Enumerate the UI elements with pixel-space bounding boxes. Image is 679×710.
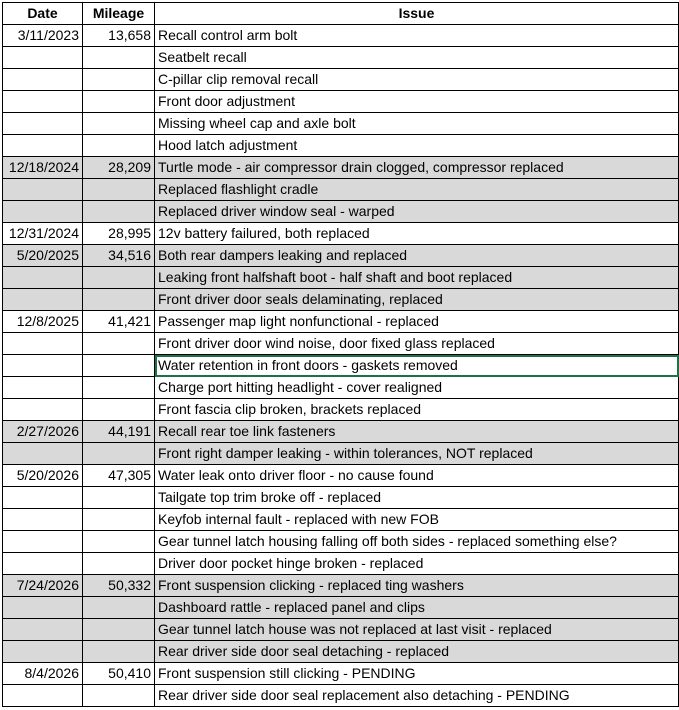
date-cell[interactable] [3, 531, 83, 553]
table-row [3, 245, 679, 267]
service-log-table [2, 2, 679, 707]
issue-cell[interactable]: Leaking front halfshaft boot - half shaft and boot replaced [155, 267, 679, 289]
date-cell[interactable] [3, 201, 83, 223]
date-cell[interactable] [3, 135, 83, 157]
mileage-cell[interactable]: 50,332 [83, 575, 155, 597]
mileage-cell[interactable] [83, 377, 155, 399]
issue-cell[interactable]: Gear tunnel latch housing falling off both sides - replaced something else? [155, 531, 679, 553]
issue-cell[interactable]: Recall rear toe link fasteners [155, 421, 679, 443]
table-row [3, 531, 679, 553]
date-cell[interactable] [3, 619, 83, 641]
issue-cell[interactable]: Front fascia clip broken, brackets replaced [155, 399, 679, 421]
mileage-cell[interactable] [83, 135, 155, 157]
service-log-sheet [2, 2, 679, 707]
date-cell[interactable] [3, 355, 83, 377]
date-cell[interactable] [3, 641, 83, 663]
issue-cell[interactable]: Front right damper leaking - within tolerances, NOT replaced [155, 443, 679, 465]
issue-cell[interactable]: Passenger map light nonfunctional - replaced [155, 311, 679, 333]
table-row [3, 157, 679, 179]
table-row [3, 201, 679, 223]
issue-cell[interactable]: Seatbelt recall [155, 47, 679, 69]
mileage-cell[interactable] [83, 69, 155, 91]
mileage-cell[interactable] [83, 487, 155, 509]
table-row [3, 355, 679, 377]
table-row [3, 421, 679, 443]
mileage-cell[interactable]: 28,995 [83, 223, 155, 245]
table-row [3, 333, 679, 355]
header-date[interactable]: Date [3, 3, 83, 25]
mileage-cell[interactable] [83, 509, 155, 531]
issue-cell[interactable]: Driver door pocket hinge broken - replaced [155, 553, 679, 575]
date-cell[interactable]: 12/8/2025 [3, 311, 83, 333]
date-cell[interactable] [3, 553, 83, 575]
issue-cell[interactable]: Gear tunnel latch house was not replaced at last visit - replaced [155, 619, 679, 641]
date-cell[interactable]: 8/4/2026 [3, 663, 83, 685]
table-row [3, 663, 679, 685]
issue-cell[interactable]: Replaced flashlight cradle [155, 179, 679, 201]
table-row [3, 443, 679, 465]
table-row [3, 267, 679, 289]
issue-cell[interactable]: Charge port hitting headlight - cover realigned [155, 377, 679, 399]
date-cell[interactable] [3, 47, 83, 69]
issue-cell[interactable]: Rear driver side door seal replacement also detaching - PENDING [155, 685, 679, 707]
table-row [3, 91, 679, 113]
table-row [3, 553, 679, 575]
table-row [3, 399, 679, 421]
mileage-cell[interactable]: 47,305 [83, 465, 155, 487]
date-cell[interactable] [3, 69, 83, 91]
date-cell[interactable] [3, 333, 83, 355]
mileage-cell[interactable] [83, 289, 155, 311]
issue-cell[interactable]: Tailgate top trim broke off - replaced [155, 487, 679, 509]
table-row [3, 311, 679, 333]
table-row [3, 179, 679, 201]
issue-cell[interactable]: 12v battery failured, both replaced [155, 223, 679, 245]
table-row [3, 575, 679, 597]
table-row [3, 113, 679, 135]
date-cell[interactable] [3, 377, 83, 399]
date-cell[interactable]: 7/24/2026 [3, 575, 83, 597]
table-row [3, 69, 679, 91]
mileage-cell[interactable] [83, 553, 155, 575]
issue-cell[interactable]: Both rear dampers leaking and replaced [155, 245, 679, 267]
header-mileage[interactable]: Mileage [83, 3, 155, 25]
issue-cell[interactable]: Front suspension still clicking - PENDING [155, 663, 679, 685]
issue-cell[interactable]: Hood latch adjustment [155, 135, 679, 157]
table-row [3, 509, 679, 531]
table-row [3, 641, 679, 663]
mileage-cell[interactable] [83, 399, 155, 421]
date-cell[interactable] [3, 597, 83, 619]
mileage-cell[interactable]: 28,209 [83, 157, 155, 179]
header-issue[interactable]: Issue [155, 3, 679, 25]
mileage-cell[interactable] [83, 355, 155, 377]
issue-cell[interactable]: Rear driver side door seal detaching - replaced [155, 641, 679, 663]
mileage-cell[interactable] [83, 531, 155, 553]
table-body [3, 25, 679, 707]
mileage-cell[interactable] [83, 641, 155, 663]
mileage-cell[interactable] [83, 333, 155, 355]
issue-cell[interactable]: C-pillar clip removal recall [155, 69, 679, 91]
date-cell[interactable] [3, 91, 83, 113]
mileage-cell[interactable] [83, 201, 155, 223]
mileage-cell[interactable]: 34,516 [83, 245, 155, 267]
date-cell[interactable]: 12/31/2024 [3, 223, 83, 245]
table-row [3, 289, 679, 311]
mileage-cell[interactable] [83, 179, 155, 201]
date-cell[interactable] [3, 509, 83, 531]
table-row [3, 619, 679, 641]
mileage-cell[interactable] [83, 597, 155, 619]
date-cell[interactable]: 12/18/2024 [3, 157, 83, 179]
table-row [3, 597, 679, 619]
table-row [3, 487, 679, 509]
mileage-cell[interactable] [83, 91, 155, 113]
issue-cell[interactable]: Keyfob internal fault - replaced with new FOB [155, 509, 679, 531]
table-row [3, 223, 679, 245]
mileage-cell[interactable]: 50,410 [83, 663, 155, 685]
date-cell[interactable] [3, 685, 83, 707]
mileage-cell[interactable] [83, 443, 155, 465]
date-cell[interactable] [3, 289, 83, 311]
issue-cell[interactable]: Missing wheel cap and axle bolt [155, 113, 679, 135]
mileage-cell[interactable] [83, 267, 155, 289]
mileage-cell[interactable]: 13,658 [83, 25, 155, 47]
table-row [3, 465, 679, 487]
date-cell[interactable] [3, 179, 83, 201]
issue-cell[interactable]: Front door adjustment [155, 91, 679, 113]
date-cell[interactable]: 5/20/2025 [3, 245, 83, 267]
issue-cell[interactable]: Replaced driver window seal - warped [155, 201, 679, 223]
header-row [3, 3, 679, 25]
issue-cell[interactable]: Front suspension clicking - replaced ting washers [155, 575, 679, 597]
mileage-cell[interactable] [83, 619, 155, 641]
date-cell[interactable] [3, 487, 83, 509]
mileage-cell[interactable] [83, 47, 155, 69]
issue-cell[interactable]: Water leak onto driver floor - no cause found [155, 465, 679, 487]
date-cell[interactable] [3, 399, 83, 421]
table-row [3, 135, 679, 157]
date-cell[interactable] [3, 443, 83, 465]
mileage-cell[interactable]: 41,421 [83, 311, 155, 333]
mileage-cell[interactable]: 44,191 [83, 421, 155, 443]
table-row [3, 377, 679, 399]
issue-cell[interactable]: Turtle mode - air compressor drain clogged, compressor replaced [155, 157, 679, 179]
date-cell[interactable] [3, 113, 83, 135]
issue-cell[interactable]: Recall control arm bolt [155, 25, 679, 47]
issue-cell[interactable]: Front driver door wind noise, door fixed glass replaced [155, 333, 679, 355]
table-row [3, 685, 679, 707]
date-cell[interactable]: 2/27/2026 [3, 421, 83, 443]
issue-cell[interactable]: Front driver door seals delaminating, replaced [155, 289, 679, 311]
date-cell[interactable] [3, 267, 83, 289]
table-row [3, 47, 679, 69]
date-cell[interactable]: 5/20/2026 [3, 465, 83, 487]
mileage-cell[interactable] [83, 113, 155, 135]
issue-cell[interactable]: Dashboard rattle - replaced panel and clips [155, 597, 679, 619]
date-cell[interactable]: 3/11/2023 [3, 25, 83, 47]
mileage-cell[interactable] [83, 685, 155, 707]
table-row [3, 25, 679, 47]
issue-cell[interactable]: Water retention in front doors - gaskets removed [155, 355, 679, 377]
